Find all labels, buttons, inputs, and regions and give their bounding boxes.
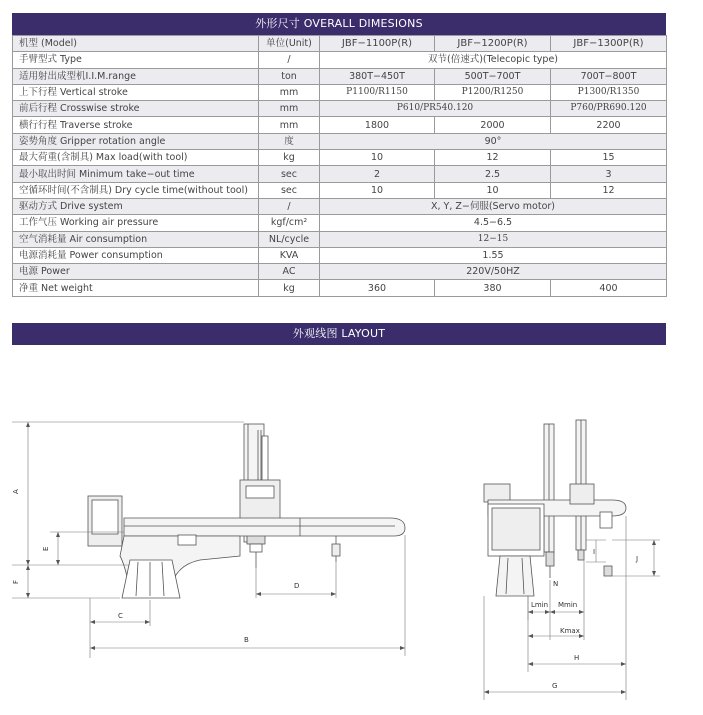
table-cell: 电源消耗量 Power consumption (13, 247, 259, 263)
base-mount (120, 535, 240, 598)
table-cell: 横行行程 Traverse stroke (13, 117, 259, 133)
table-cell: 3 (551, 166, 667, 182)
dim-label-e: E (42, 546, 50, 551)
dim-label-i: I (593, 548, 596, 556)
table-cell: 2 (320, 166, 435, 182)
traverse-beam (124, 518, 405, 536)
table-cell: KVA (259, 247, 320, 263)
table-cell: 1800 (320, 117, 435, 133)
table-cell: kgf/cm² (259, 215, 320, 231)
dim-label-h: H (574, 654, 580, 662)
table-cell: ton (259, 68, 320, 84)
table-cell: 2000 (435, 117, 551, 133)
table-cell: 净重 Net weight (13, 280, 259, 296)
table-cell: NL/cycle (259, 231, 320, 247)
table-cell: X, Y, Z−伺服(Servo motor) (320, 198, 667, 214)
table-cell: mm (259, 84, 320, 100)
dim-label-f: F (12, 579, 20, 584)
layout-header: 外观线图 LAYOUT (12, 323, 666, 345)
dim-label-c: C (118, 612, 123, 620)
table-cell: 手臂型式 Type (13, 52, 259, 68)
table-cell: / (259, 52, 320, 68)
table-cell: 最小取出时间 Minimum take−out time (13, 166, 259, 182)
table-cell: 500T−700T (435, 68, 551, 84)
table-cell: 12−15 (320, 231, 667, 247)
dim-label-lmin: Lmin (531, 601, 549, 609)
table-cell: 400 (551, 280, 667, 296)
table-cell: 380 (435, 280, 551, 296)
table-cell: 上下行程 Vertical stroke (13, 84, 259, 100)
table-cell: 双节(倍速式)(Telecopic type) (320, 52, 667, 68)
table-cell: 空气消耗量 Air consumption (13, 231, 259, 247)
table-cell: kg (259, 280, 320, 296)
model-column-header: JBF−1100P(R) (320, 36, 435, 52)
table-cell: 空循环时间(不含制具) Dry cycle time(without tool) (13, 182, 259, 198)
table-cell: mm (259, 101, 320, 117)
table-cell: 12 (551, 182, 667, 198)
table-cell: 姿势角度 Gripper rotation angle (13, 133, 259, 149)
table-cell: 前后行程 Crosswise stroke (13, 101, 259, 117)
table-cell: 10 (435, 182, 551, 198)
table-cell: 15 (551, 150, 667, 166)
table-cell: / (259, 198, 320, 214)
table-cell: 700T−800T (551, 68, 667, 84)
overall-dimensions-header: 外形尺寸 OVERALL DIMESIONS (12, 13, 666, 35)
dim-label-b: B (244, 636, 249, 644)
table-cell: 10 (320, 182, 435, 198)
table-cell: 驱动方式 Drive system (13, 198, 259, 214)
table-cell: 1.55 (320, 247, 667, 263)
dim-label-mmin: Mmin (558, 601, 578, 609)
table-cell: kg (259, 150, 320, 166)
front-motor (484, 484, 510, 502)
table-cell: mm (259, 117, 320, 133)
table-cell: P1300/R1350 (551, 84, 667, 100)
table-cell: 2200 (551, 117, 667, 133)
table-cell: P610/PR540.120 (320, 101, 551, 117)
table-cell: 4.5−6.5 (320, 215, 667, 231)
model-column-header: JBF−1300P(R) (551, 36, 667, 52)
table-cell: 工作气压 Working air pressure (13, 215, 259, 231)
table-cell: 最大荷重(含制具) Max load(with tool) (13, 150, 259, 166)
table-cell: 2.5 (435, 166, 551, 182)
table-cell: sec (259, 182, 320, 198)
dim-label-kmax: Kmax (560, 627, 580, 635)
dim-label-a: A (12, 489, 20, 494)
table-cell: P760/PR690.120 (551, 101, 667, 117)
table-cell: 380T−450T (320, 68, 435, 84)
table-cell: 220V/50HZ (320, 264, 667, 280)
table-cell: 适用射出成型机I.I.M.range (13, 68, 259, 84)
dim-label-n: N (553, 580, 559, 588)
front-grippers (546, 550, 612, 578)
table-cell: AC (259, 264, 320, 280)
dim-label-g: G (552, 682, 558, 690)
unit-column-header: 单位(Unit) (259, 36, 320, 52)
front-base (496, 556, 534, 596)
table-cell: 90° (320, 133, 667, 149)
table-cell: 电源 Power (13, 264, 259, 280)
dim-label-j: J (636, 555, 639, 563)
table-cell: 360 (320, 280, 435, 296)
table-cell: P1200/R1250 (435, 84, 551, 100)
model-column-header: JBF−1200P(R) (435, 36, 551, 52)
tool-gripper (332, 536, 340, 562)
table-cell: P1100/R1150 (320, 84, 435, 100)
table-cell: sec (259, 166, 320, 182)
param-column-header: 机型 (Model) (13, 36, 259, 52)
table-cell: 度 (259, 133, 320, 149)
dim-label-d: D (294, 582, 300, 590)
table-cell: 10 (320, 150, 435, 166)
table-cell: 12 (435, 150, 551, 166)
